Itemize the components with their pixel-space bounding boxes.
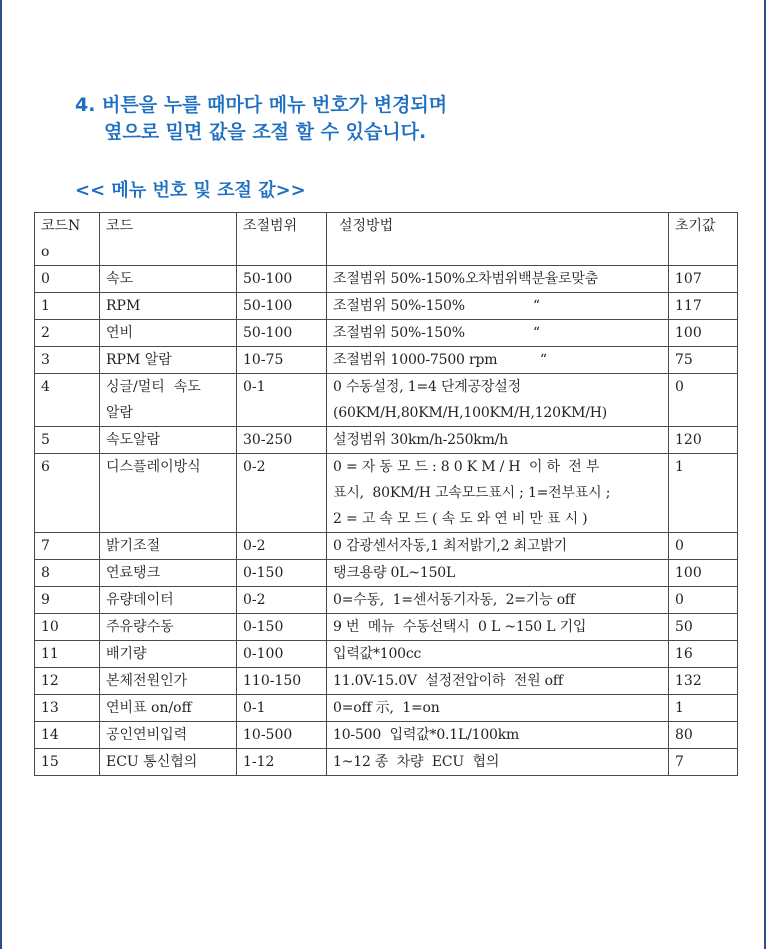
menu-table-title: << 메뉴 번호 및 조절 값>>: [75, 180, 306, 201]
cell-no: 4: [35, 374, 100, 427]
cell-code: 유량데이터: [100, 587, 237, 614]
cell-no: 13: [35, 695, 100, 722]
cell-default: 100: [669, 320, 738, 347]
table-row: [35, 722, 738, 749]
cell-range: 10-500: [237, 722, 327, 749]
table-row: [35, 454, 738, 533]
cell-no: 15: [35, 749, 100, 776]
table-row: [35, 668, 738, 695]
cell-code: 연료탱크: [100, 560, 237, 587]
table-row: [35, 266, 738, 293]
table-row: [35, 374, 738, 427]
cell-code: 연비: [100, 320, 237, 347]
table-row: [35, 587, 738, 614]
cell-method: 탱크용량 0L~150L: [327, 560, 669, 587]
cell-code: RPM: [100, 293, 237, 320]
cell-default: 0: [669, 533, 738, 560]
cell-range: 1-12: [237, 749, 327, 776]
cell-method: 설정범위 30km/h-250km/h: [327, 427, 669, 454]
header-method: 설정방법: [327, 213, 669, 266]
cell-range: 0-2: [237, 454, 327, 533]
cell-range: 0-150: [237, 614, 327, 641]
table-row: [35, 293, 738, 320]
cell-no: 5: [35, 427, 100, 454]
cell-method: 0 수동설정, 1=4 단계공장설정 (60KM/H,80KM/H,100KM/H,120KM/H): [327, 374, 669, 427]
cell-default: 1: [669, 695, 738, 722]
cell-code: 배기량: [100, 641, 237, 668]
cell-default: 7: [669, 749, 738, 776]
cell-range: 50-100: [237, 320, 327, 347]
cell-method: 0=off 示, 1=on: [327, 695, 669, 722]
instruction-line-1: 4. 버튼을 누를 때마다 메뉴 번호가 변경되며: [75, 94, 448, 116]
cell-code: 디스플레이방식: [100, 454, 237, 533]
cell-code: RPM 알람: [100, 347, 237, 374]
cell-no: 14: [35, 722, 100, 749]
cell-default: 0: [669, 587, 738, 614]
table-row: [35, 320, 738, 347]
cell-method: 0=수동, 1=센서동기자동, 2=기능 off: [327, 587, 669, 614]
cell-range: 0-1: [237, 374, 327, 427]
cell-no: 1: [35, 293, 100, 320]
cell-method: 조절범위 50%-150% “: [327, 293, 669, 320]
cell-range: 10-75: [237, 347, 327, 374]
cell-no: 12: [35, 668, 100, 695]
cell-method: 9 번 메뉴 수동선택시 0 L ~150 L 기입: [327, 614, 669, 641]
cell-default: 120: [669, 427, 738, 454]
header-range: 조절범위: [237, 213, 327, 266]
header-code-no: 코드N o: [35, 213, 100, 266]
cell-code: 속도: [100, 266, 237, 293]
table-row: [35, 695, 738, 722]
cell-method: 0 감광센서자동,1 최저밝기,2 최고밝기: [327, 533, 669, 560]
cell-no: 9: [35, 587, 100, 614]
cell-code: 밝기조절: [100, 533, 237, 560]
table-row: [35, 749, 738, 776]
cell-code: ECU 통신협의: [100, 749, 237, 776]
table-row: [35, 560, 738, 587]
cell-default: 75: [669, 347, 738, 374]
cell-range: 0-2: [237, 533, 327, 560]
cell-method: 11.0V-15.0V 설정전압이하 전원 off: [327, 668, 669, 695]
cell-no: 11: [35, 641, 100, 668]
cell-method: 조절범위 50%-150%오차범위백분율로맞춤: [327, 266, 669, 293]
cell-default: 1: [669, 454, 738, 533]
header-code: 코드: [100, 213, 237, 266]
instruction-heading: [75, 92, 447, 146]
table-row: [35, 641, 738, 668]
table-row: [35, 533, 738, 560]
cell-range: 0-1: [237, 695, 327, 722]
header-default: 초기값: [669, 213, 738, 266]
cell-default: 16: [669, 641, 738, 668]
menu-settings-table: [34, 212, 738, 776]
cell-default: 0: [669, 374, 738, 427]
cell-method: 조절범위 1000-7500 rpm “: [327, 347, 669, 374]
cell-range: 110-150: [237, 668, 327, 695]
cell-no: 2: [35, 320, 100, 347]
cell-no: 7: [35, 533, 100, 560]
cell-default: 100: [669, 560, 738, 587]
cell-range: 0-100: [237, 641, 327, 668]
cell-range: 50-100: [237, 293, 327, 320]
cell-default: 117: [669, 293, 738, 320]
cell-method: 입력값*100cc: [327, 641, 669, 668]
cell-no: 0: [35, 266, 100, 293]
instruction-line-2: 옆으로 밀면 값을 조절 할 수 있습니다.: [104, 121, 427, 143]
cell-code: 주유량수동: [100, 614, 237, 641]
cell-range: 50-100: [237, 266, 327, 293]
table-row: [35, 347, 738, 374]
cell-method: 0 = 자 동 모 드 : 8 0 K M / H 이 하 전 부 표시, 80KM/H 고속모드표시 ; 1=전부표시 ; 2 = 고 속 모 드 ( 속 도 와 연 비 만 표 시 ): [327, 454, 669, 533]
cell-no: 3: [35, 347, 100, 374]
cell-code: 연비표 on/off: [100, 695, 237, 722]
cell-code: 본체전원인가: [100, 668, 237, 695]
cell-code: 싱글/멀티 속도 알람: [100, 374, 237, 427]
cell-range: 0-150: [237, 560, 327, 587]
table-header-row: [35, 213, 738, 266]
cell-method: 10-500 입력값*0.1L/100km: [327, 722, 669, 749]
cell-no: 6: [35, 454, 100, 533]
cell-method: 1~12 종 차량 ECU 협의: [327, 749, 669, 776]
cell-default: 132: [669, 668, 738, 695]
table-row: [35, 614, 738, 641]
cell-code: 공인연비입력: [100, 722, 237, 749]
cell-code: 속도알람: [100, 427, 237, 454]
cell-method: 조절범위 50%-150% “: [327, 320, 669, 347]
cell-default: 50: [669, 614, 738, 641]
table-row: [35, 427, 738, 454]
cell-default: 80: [669, 722, 738, 749]
cell-range: 30-250: [237, 427, 327, 454]
cell-no: 10: [35, 614, 100, 641]
cell-default: 107: [669, 266, 738, 293]
cell-range: 0-2: [237, 587, 327, 614]
cell-no: 8: [35, 560, 100, 587]
